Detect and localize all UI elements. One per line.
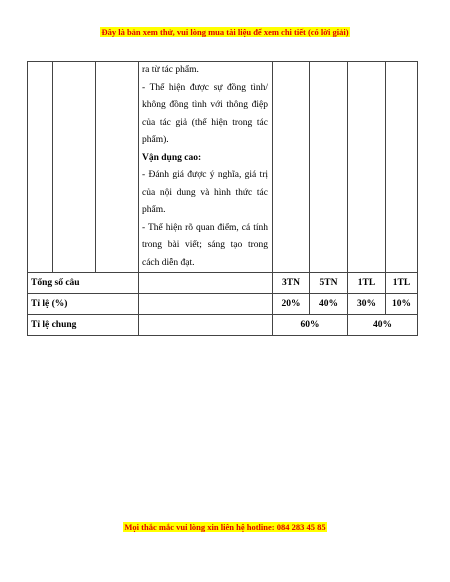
hotline-text: Mọi thắc mắc vui lòng xin liên hệ hotline: 084 283 45 85 <box>124 522 326 532</box>
matrix-table <box>27 61 418 336</box>
table-cell <box>273 62 310 273</box>
criteria-cell <box>139 62 273 273</box>
criteria-line: ra từ tác phẩm. <box>142 65 199 75</box>
criteria-line: - Thể hiện được sự đồng tình/ không đồng tình với thông điệp của tác giả (thể hiện trong tác phẩm). <box>142 82 268 145</box>
table-value: 30% <box>348 294 386 315</box>
table-value: 1TL <box>386 273 418 294</box>
table-value: 1TL <box>348 273 386 294</box>
preview-banner-text: Đây là bản xem thử, vui lòng mua tài liệu để xem chi tiết (có lời giải) <box>101 27 349 37</box>
table-cell <box>139 273 273 294</box>
criteria-heading: Vận dụng cao: <box>142 152 202 163</box>
preview-banner <box>0 27 450 37</box>
criteria-line: - Thể hiện rõ quan điểm, cá tính trong bài viết; sáng tạo trong cách diễn đạt. <box>142 222 268 268</box>
table-value: 10% <box>386 294 418 315</box>
table-value: 40% <box>310 294 348 315</box>
table-cell <box>139 294 273 315</box>
row-label: Tổng số câu <box>28 273 139 294</box>
table-cell <box>28 62 53 273</box>
criteria-line: - Đánh giá được ý nghĩa, giá trị của nội dung và hình thức tác phẩm. <box>142 170 268 215</box>
table-value: 40% <box>348 315 418 336</box>
table-cell <box>310 62 348 273</box>
table-value: 5TN <box>310 273 348 294</box>
hotline-banner <box>0 522 450 532</box>
table-cell <box>386 62 418 273</box>
table-cell <box>348 62 386 273</box>
table-value: 20% <box>273 294 310 315</box>
table-value: 3TN <box>273 273 310 294</box>
row-label: Tỉ lệ (%) <box>28 294 139 315</box>
row-label: Tỉ lệ chung <box>28 315 139 336</box>
table-row-overall <box>28 315 418 336</box>
table-value: 60% <box>273 315 348 336</box>
table-row-content <box>28 62 418 273</box>
table-row-ratio <box>28 294 418 315</box>
table-cell <box>139 315 273 336</box>
table-cell <box>96 62 139 273</box>
table-cell <box>53 62 96 273</box>
table-row-total <box>28 273 418 294</box>
